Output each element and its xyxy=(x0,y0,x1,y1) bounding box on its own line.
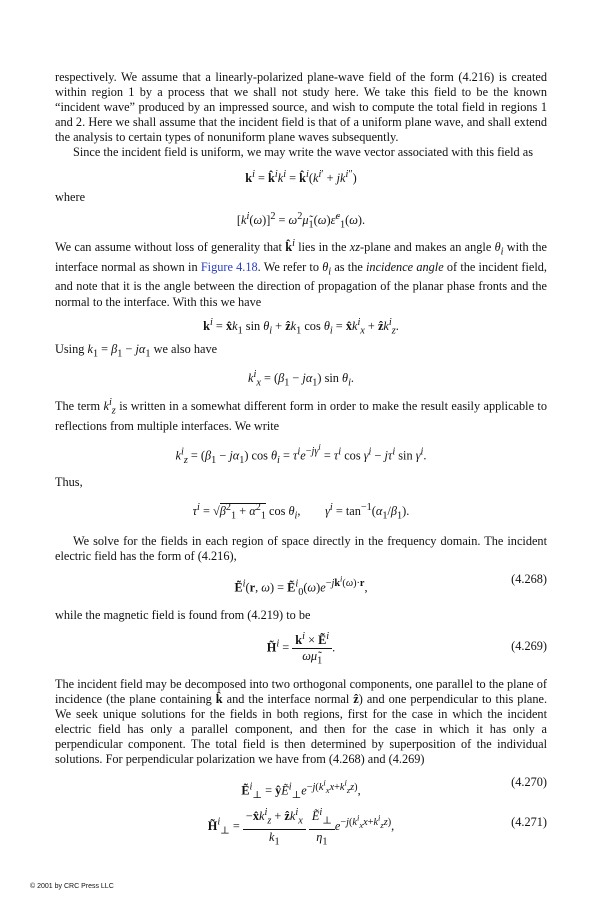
equation-4-269: H̃$^i$ = $\frac{k^i \times Ẽ^i}{\omega\mũ_1}$ . (4.269) xyxy=(266,630,547,667)
figure-link[interactable]: Figure 4.18 xyxy=(200,259,258,274)
paragraph-term: The term $k^i_z$ is written in a somewhat different form in order to make the result easily applicable to reflections from multiple interfaces. We write xyxy=(55,397,547,433)
paragraph-using: Using $k_1 = \beta_1 - j\alpha_1$ we also have xyxy=(55,342,218,360)
equation-number: (4.269) xyxy=(511,638,547,653)
equation-tau-gamma: $\tau^i = √\beta^2_1 + \alpha^2_1$ $\cos \theta_i$, $\gamma^i = \tan^{-1}(\alpha_1/\beta_1)$. xyxy=(192,502,410,522)
paragraph-where: where xyxy=(55,189,86,204)
equation-4-271: H̃$^i_\perp$ = $\frac{-x̂k^i_z + ẑk^i_x}{k_1}$ $\frac{Ẽ^i_\perp}{\eta_1}$ $e^{-j(k^i_xx+k^i_zz)}$, (4.271) xyxy=(207,807,547,848)
equation-number: (4.268) xyxy=(511,571,547,586)
paragraph-solve: We solve for the fields in each region of space directly in the frequency domain. The incident electric field has the form of (4.216), xyxy=(55,533,547,563)
equation-4-268: Ẽ$^i$(r, $\omega) = Ẽ^i_0(\omega)e^{-jk^i(\omega)\cdot r}$, (4.268) xyxy=(234,571,547,598)
equation-4-270: Ẽ$^i_\perp$ = $ŷẼ^i_\perp e^{-j(k^i_xx+k^i_zz)}$, (4.270) xyxy=(241,775,547,802)
equation-wave-vector: $k^i$ = $k̂^ik^i$ = $k̂^i(k^{i'} + jk^{i''})$ xyxy=(245,168,357,185)
paragraph-incidence-angle: We can assume without loss of generality that k̂$^i$ lies in the xz-plane and makes an angle $\theta_i$ with the interface normal as shown in Figure 4.18. We refer to $\theta_i$ as the incidence angle of the incident field, and note that it is the angle between the direction of propagation of the planar phase fronts and the normal to the interface. With this we have xyxy=(55,238,547,309)
equation-dispersion: $[k^i(\omega)]^2$ = $\omega^2\mũ_1(\omega)\varepsiloñ^c_1(\omega)$. xyxy=(236,210,366,231)
paragraph-wave-vector: Since the incident field is uniform, we may write the wave vector associated with this field as xyxy=(73,145,533,160)
equation-kx: $k^i_x = (\beta_1 - j\alpha_1)$ $\sin \theta_i$. xyxy=(247,368,354,389)
paragraph-magnetic: while the magnetic field is found from (4.219) to be xyxy=(55,607,311,622)
equation-number: (4.270) xyxy=(511,775,547,790)
equation-number: (4.271) xyxy=(511,815,547,830)
equation-kz: $k^i_z = (\beta_1 - j\alpha_1)$ $\cos \theta_i = \tau^ie^{-j\gamma^i} = \tau^i$ $\cos \gamma^i - j\tau^i$ $\sin \gamma^i$. xyxy=(175,442,427,466)
paragraph-intro: respectively. We assume that a linearly-polarized plane-wave field of the form (4.216) is created within region 1 by a process that we shall not study here. We take this field to be the known “incident wave” produced by an impressed source, and wish to compute the total field in regions 1 and 2. Here we shall assume that the incident field is that of a uniform plane wave, and shall extend the analysis to certain types of nonuniform plane waves subsequently. xyxy=(55,70,547,145)
paragraph-thus: Thus, xyxy=(55,475,83,489)
paragraph-decomposition: The incident field may be decomposed into two orthogonal components, one parallel to the plane of incidence (the plane containing k̂ and the interface normal ẑ) and one perpendicular to this plane. We seek unique solutions for the fields in both regions, first for the case in which the incident electric field has only a parallel component, and then for the case in which it has only a perpendicular component. The total field is then determined by superposition of the individual solutions. For perpendicular polarization we have from (4.268) and (4.269) xyxy=(55,676,548,767)
equation-k-decomposition: $k^i$ = $x̂k_1$ $\sin \theta_i$ + ẑk$_1$ $\cos \theta_i$ = $x̂k^i_x$ + ẑk$^i_z$. xyxy=(203,316,399,337)
page-body xyxy=(55,70,548,848)
copyright-footer: © 2001 by CRC Press LLC xyxy=(30,883,114,890)
